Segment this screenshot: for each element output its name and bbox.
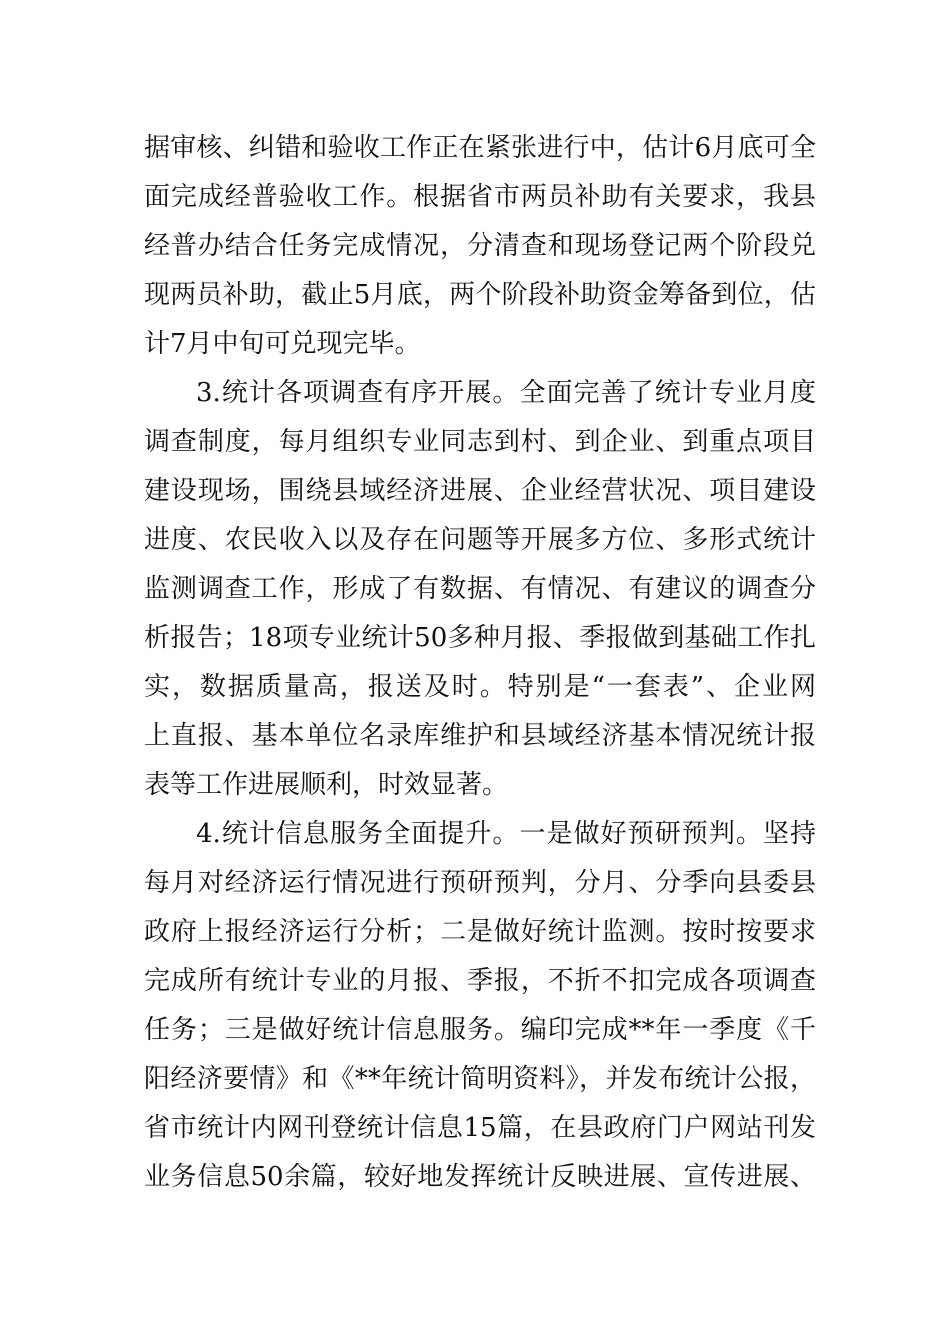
document-body — [144, 124, 816, 1202]
text-line: 据审核、纠错和验收工作正在紧张进行中，估计6月底可全 — [144, 133, 816, 163]
text-line: 业务信息50余篇，较好地发挥统计反映进展、宣传进展、 — [144, 1162, 816, 1192]
paragraph-3 — [144, 810, 816, 1202]
text-line: 计7月中旬可兑现完毕。 — [144, 329, 421, 359]
text-line: 表等工作进展顺利，时效显著。 — [144, 770, 509, 800]
text-line: 经普办结合任务完成情况，分清查和现场登记两个阶段兑 — [144, 231, 816, 261]
text-line: 面完成经普验收工作。根据省市两员补助有关要求，我县 — [144, 182, 816, 212]
text-line: 每月对经济运行情况进行预研预判，分月、分季向县委县 — [144, 868, 816, 898]
text-line: 进度、农民收入以及存在问题等开展多方位、多形式统计 — [144, 525, 816, 555]
text-line: 监测调查工作，形成了有数据、有情况、有建议的调查分 — [144, 574, 816, 604]
text-line: 任务；三是做好统计信息服务。编印完成**年一季度《千 — [144, 1015, 816, 1045]
text-line: 阳经济要情》和《**年统计简明资料》，并发布统计公报， — [144, 1064, 816, 1094]
text-line: 4.统计信息服务全面提升。一是做好预研预判。坚持 — [196, 819, 816, 849]
paragraph-2 — [144, 369, 816, 810]
text-line: 建设现场，围绕县域经济进展、企业经营状况、项目建设 — [144, 476, 816, 506]
text-line: 析报告；18项专业统计50多种月报、季报做到基础工作扎 — [144, 623, 816, 653]
text-line: 实，数据质量高，报送及时。特别是“一套表”、企业网 — [144, 672, 816, 702]
paragraph-1 — [144, 124, 816, 369]
text-line: 现两员补助，截止5月底，两个阶段补助资金筹备到位，估 — [144, 280, 816, 310]
text-line: 3.统计各项调查有序开展。全面完善了统计专业月度 — [196, 378, 816, 408]
text-line: 完成所有统计专业的月报、季报，不折不扣完成各项调查 — [144, 966, 816, 996]
text-line: 上直报、基本单位名录库维护和县域经济基本情况统计报 — [144, 721, 816, 751]
text-line: 调查制度，每月组织专业同志到村、到企业、到重点项目 — [144, 427, 816, 457]
text-line: 政府上报经济运行分析；二是做好统计监测。按时按要求 — [144, 917, 816, 947]
text-line: 省市统计内网刊登统计信息15篇，在县政府门户网站刊发 — [144, 1113, 816, 1143]
